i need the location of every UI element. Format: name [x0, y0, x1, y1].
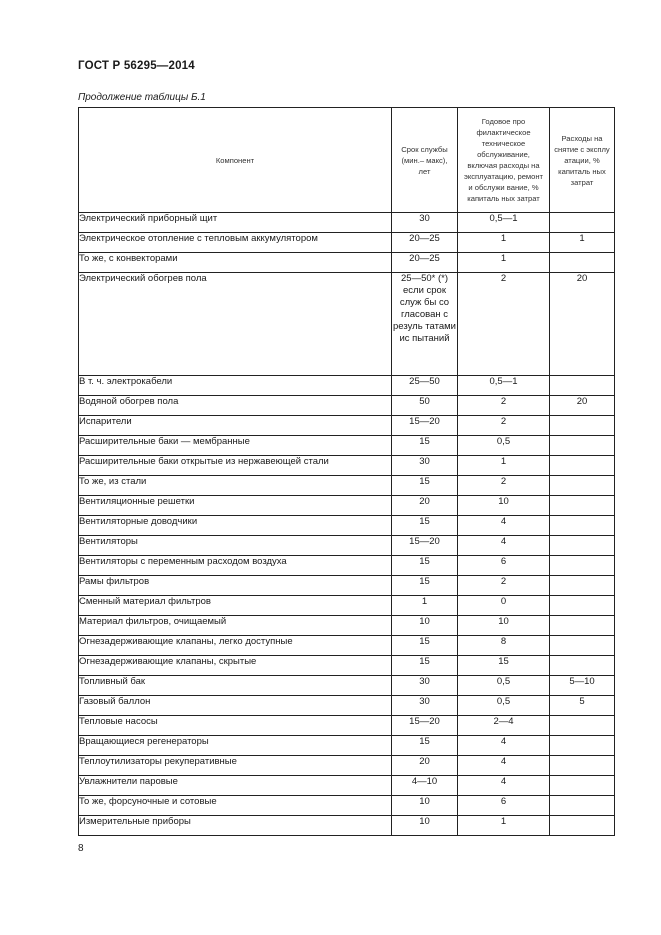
cell-service-life: 25—50* (*) если срок служ бы со гласован с резуль татами ис пытаний — [392, 273, 458, 376]
cell-removal — [550, 636, 615, 656]
cell-service-life: 15 — [392, 656, 458, 676]
cell-removal: 20 — [550, 396, 615, 416]
cell-service-life: 15—20 — [392, 716, 458, 736]
cell-component: Огнезадерживающие клапаны, скрытые — [79, 656, 392, 676]
cell-component: Рамы фильтров — [79, 576, 392, 596]
cell-component: Вентиляционные решетки — [79, 496, 392, 516]
cell-maintenance: 2 — [458, 273, 550, 376]
table-row — [79, 596, 615, 616]
table-caption: Продолжение таблицы Б.1 — [78, 92, 206, 103]
table-row — [79, 776, 615, 796]
cell-removal — [550, 656, 615, 676]
table-row — [79, 696, 615, 716]
cell-component: В т. ч. электрокабели — [79, 376, 392, 396]
cell-maintenance: 2 — [458, 396, 550, 416]
page-number: 8 — [78, 843, 84, 854]
cell-maintenance: 1 — [458, 233, 550, 253]
cell-service-life: 10 — [392, 816, 458, 836]
cell-maintenance: 2—4 — [458, 716, 550, 736]
cell-removal: 5—10 — [550, 676, 615, 696]
cell-maintenance: 6 — [458, 556, 550, 576]
header-removal: Расходы на снятие с эксплу атации, % капиталь ных затрат — [550, 108, 615, 213]
cell-service-life: 10 — [392, 616, 458, 636]
cell-component: То же, форсуночные и сотовые — [79, 796, 392, 816]
table-row — [79, 456, 615, 476]
cell-maintenance: 0,5 — [458, 436, 550, 456]
cell-service-life: 15 — [392, 436, 458, 456]
cell-component: Увлажнители паровые — [79, 776, 392, 796]
cell-service-life: 15—20 — [392, 536, 458, 556]
cell-maintenance: 0,5—1 — [458, 213, 550, 233]
cell-component: Расширительные баки открытые из нержавеющей стали — [79, 456, 392, 476]
cell-component: Измерительные приборы — [79, 816, 392, 836]
cell-component: Электрический приборный щит — [79, 213, 392, 233]
cell-component: Теплоутилизаторы рекуперативные — [79, 756, 392, 776]
cell-maintenance: 0,5 — [458, 696, 550, 716]
cell-removal — [550, 516, 615, 536]
cell-service-life: 20 — [392, 496, 458, 516]
cell-maintenance: 1 — [458, 253, 550, 273]
table-row — [79, 496, 615, 516]
cell-removal — [550, 576, 615, 596]
cell-removal — [550, 436, 615, 456]
cell-maintenance: 1 — [458, 816, 550, 836]
table-row — [79, 396, 615, 416]
cell-removal: 1 — [550, 233, 615, 253]
cell-service-life: 25—50 — [392, 376, 458, 396]
cell-removal — [550, 616, 615, 636]
cell-component: Сменный материал фильтров — [79, 596, 392, 616]
table-row — [79, 253, 615, 273]
cell-maintenance: 0,5—1 — [458, 376, 550, 396]
table-row — [79, 576, 615, 596]
table-row — [79, 436, 615, 456]
cell-component: То же, из стали — [79, 476, 392, 496]
cell-component: Испарители — [79, 416, 392, 436]
cell-removal: 5 — [550, 696, 615, 716]
cell-maintenance: 10 — [458, 496, 550, 516]
cell-service-life: 10 — [392, 796, 458, 816]
cell-service-life: 30 — [392, 456, 458, 476]
cell-maintenance: 15 — [458, 656, 550, 676]
cell-removal — [550, 736, 615, 756]
table-row — [79, 213, 615, 233]
cell-removal — [550, 496, 615, 516]
cell-maintenance: 0 — [458, 596, 550, 616]
cell-component: Вентиляторы с переменным расходом воздуха — [79, 556, 392, 576]
cell-component: Тепловые насосы — [79, 716, 392, 736]
header-component: Компонент — [79, 108, 392, 213]
table-row — [79, 636, 615, 656]
cell-component: Топливный бак — [79, 676, 392, 696]
cell-removal — [550, 253, 615, 273]
cell-maintenance: 6 — [458, 796, 550, 816]
cell-component: Вращающиеся регенераторы — [79, 736, 392, 756]
cell-service-life: 30 — [392, 676, 458, 696]
cell-removal — [550, 816, 615, 836]
cell-service-life: 15 — [392, 736, 458, 756]
table-row — [79, 376, 615, 396]
cell-maintenance: 4 — [458, 776, 550, 796]
cell-removal — [550, 556, 615, 576]
table-header-row — [79, 108, 615, 213]
cell-component: Водяной обогрев пола — [79, 396, 392, 416]
cell-component: Материал фильтров, очищаемый — [79, 616, 392, 636]
cell-service-life: 20—25 — [392, 253, 458, 273]
table-row — [79, 616, 615, 636]
cell-removal: 20 — [550, 273, 615, 376]
cell-component: Огнезадерживающие клапаны, легко доступные — [79, 636, 392, 656]
cell-component: Вентиляторные доводчики — [79, 516, 392, 536]
cell-removal — [550, 376, 615, 396]
cell-maintenance: 4 — [458, 736, 550, 756]
cell-removal — [550, 596, 615, 616]
table-row — [79, 536, 615, 556]
cell-maintenance: 1 — [458, 456, 550, 476]
cell-maintenance: 8 — [458, 636, 550, 656]
cell-removal — [550, 456, 615, 476]
cell-service-life: 15 — [392, 636, 458, 656]
header-service-life: Срок службы (мин.– макс), лет — [392, 108, 458, 213]
cell-removal — [550, 776, 615, 796]
cell-removal — [550, 536, 615, 556]
cell-component: Электрический обогрев пола — [79, 273, 392, 376]
table-row — [79, 796, 615, 816]
table-row — [79, 716, 615, 736]
cell-removal — [550, 796, 615, 816]
cell-component: То же, с конвекторами — [79, 253, 392, 273]
header-maintenance: Годовое про филактическое техническое обслуживание, включая расходы на эксплуатацию, ремонт и обслужи вание, % капиталь ных затрат — [458, 108, 550, 213]
cell-removal — [550, 476, 615, 496]
cell-service-life: 15 — [392, 476, 458, 496]
cell-service-life: 15—20 — [392, 416, 458, 436]
cell-maintenance: 2 — [458, 476, 550, 496]
table-row — [79, 816, 615, 836]
components-table — [78, 107, 615, 836]
cell-removal — [550, 716, 615, 736]
cell-component: Вентиляторы — [79, 536, 392, 556]
cell-service-life: 15 — [392, 516, 458, 536]
cell-service-life: 30 — [392, 213, 458, 233]
cell-removal — [550, 416, 615, 436]
cell-service-life: 1 — [392, 596, 458, 616]
cell-removal — [550, 213, 615, 233]
table-row — [79, 556, 615, 576]
cell-service-life: 20—25 — [392, 233, 458, 253]
cell-maintenance: 0,5 — [458, 676, 550, 696]
table-row — [79, 656, 615, 676]
cell-maintenance: 2 — [458, 576, 550, 596]
table-row — [79, 273, 615, 376]
cell-maintenance: 2 — [458, 416, 550, 436]
cell-component: Расширительные баки — мембранные — [79, 436, 392, 456]
cell-component: Электрическое отопление с тепловым аккумулятором — [79, 233, 392, 253]
table-row — [79, 516, 615, 536]
cell-service-life: 4—10 — [392, 776, 458, 796]
cell-maintenance: 4 — [458, 516, 550, 536]
table-row — [79, 233, 615, 253]
cell-maintenance: 10 — [458, 616, 550, 636]
cell-service-life: 50 — [392, 396, 458, 416]
table-row — [79, 416, 615, 436]
table-row — [79, 736, 615, 756]
cell-service-life: 15 — [392, 556, 458, 576]
document-code: ГОСТ Р 56295—2014 — [78, 60, 195, 72]
cell-service-life: 30 — [392, 696, 458, 716]
table-row — [79, 676, 615, 696]
cell-removal — [550, 756, 615, 776]
cell-maintenance: 4 — [458, 756, 550, 776]
cell-maintenance: 4 — [458, 536, 550, 556]
cell-service-life: 20 — [392, 756, 458, 776]
table-row — [79, 756, 615, 776]
table-row — [79, 476, 615, 496]
cell-service-life: 15 — [392, 576, 458, 596]
cell-component: Газовый баллон — [79, 696, 392, 716]
